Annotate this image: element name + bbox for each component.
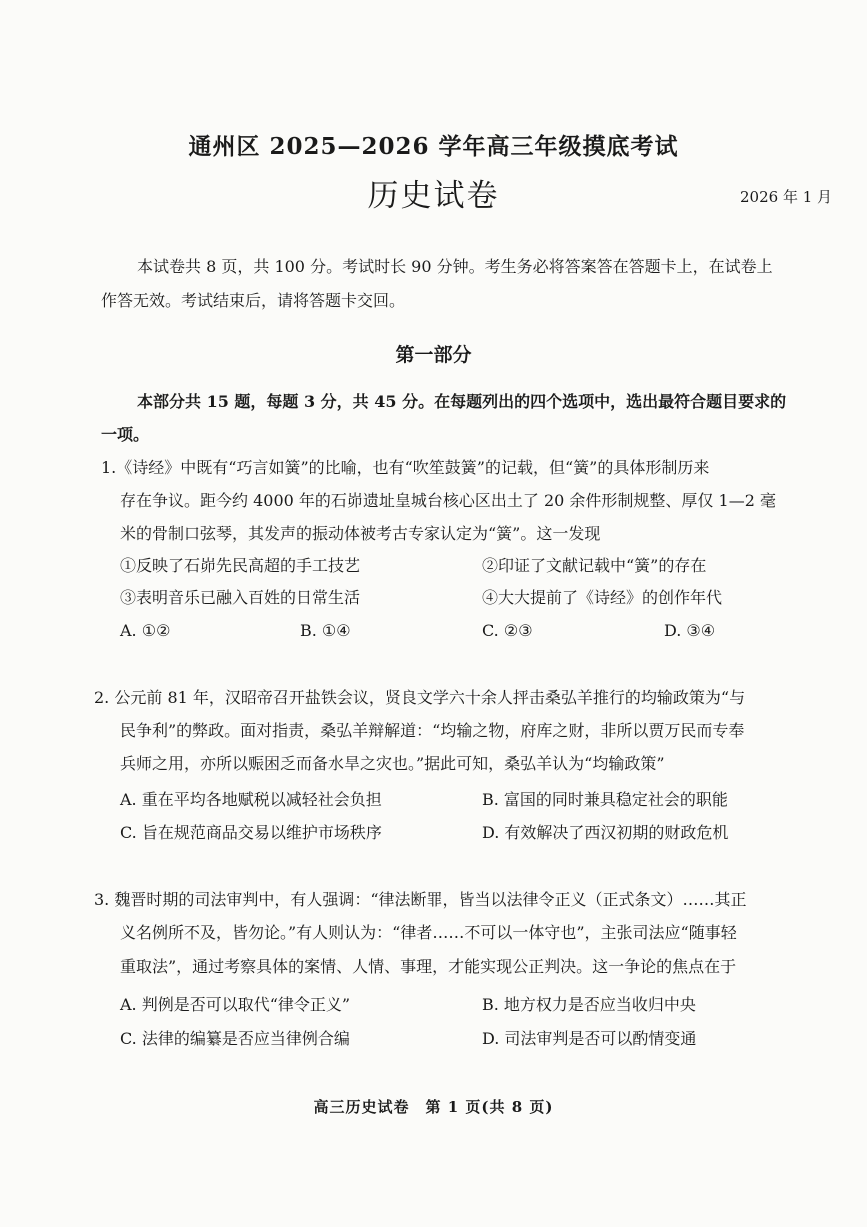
question-1-statement-4: ④大大提前了《诗经》的创作年代 (482, 588, 723, 607)
question-2-option-d[interactable]: D. 有效解决了西汉初期的财政危机 (482, 823, 729, 842)
exam-title: 通州区 2025—2026 学年高三年级摸底考试 (188, 133, 679, 160)
question-2-line-3: 兵师之用，亦所以赈困乏而备水旱之灾也。”据此可知，桑弘羊认为“均输政策” (120, 754, 665, 773)
question-3-line-1: 3. 魏晋时期的司法审判中，有人强调：“律法断罪，皆当以法律令正义（正式条文）……其正 (94, 890, 747, 909)
section-description-line-1: 本部分共 15 题，每题 3 分，共 45 分。在每题列出的四个选项中，选出最符合题目要求的 (137, 392, 787, 411)
question-1-statement-1: ①反映了石峁先民高超的手工技艺 (120, 556, 361, 575)
question-3-line-3: 重取法”，通过考察具体的案情、人情、事理，才能实现公正判决。这一争论的焦点在于 (120, 957, 737, 976)
page-footer: 高三历史试卷 第 1 页(共 8 页) (313, 1098, 554, 1116)
question-2-option-c[interactable]: C. 旨在规范商品交易以维护市场秩序 (120, 823, 382, 842)
question-2-option-a[interactable]: A. 重在平均各地赋税以减轻社会负担 (120, 790, 382, 809)
question-3-option-c[interactable]: C. 法律的编纂是否应当律例合编 (120, 1029, 350, 1048)
question-2-line-1: 2. 公元前 81 年，汉昭帝召开盐铁会议，贤良文学六十余人抨击桑弘羊推行的均输政策为“与 (94, 688, 746, 707)
question-3-line-2: 义名例所不及，皆勿论。”有人则认为：“律者……不可以一体守也”，主张司法应“随事轻 (120, 923, 737, 942)
question-1-option-c[interactable]: C. ②③ (482, 621, 533, 640)
question-1-statement-2: ②印证了文献记载中“簧”的存在 (482, 556, 707, 575)
question-3-option-a[interactable]: A. 判例是否可以取代“律令正义” (120, 995, 351, 1014)
exam-date: 2026 年 1 月 (740, 188, 833, 206)
question-2-option-b[interactable]: B. 富国的同时兼具稳定社会的职能 (482, 790, 728, 809)
question-1-statement-3: ③表明音乐已融入百姓的日常生活 (120, 588, 361, 607)
question-1-option-d[interactable]: D. ③④ (664, 621, 716, 640)
question-1-option-a[interactable]: A. ①② (120, 621, 171, 640)
instructions-line-1: 本试卷共 8 页，共 100 分。考试时长 90 分钟。考生务必将答案答在答题卡上，在试卷上 (137, 257, 773, 276)
question-3-option-d[interactable]: D. 司法审判是否可以酌情变通 (482, 1029, 697, 1048)
question-2-line-2: 民争利”的弊政。面对指责，桑弘羊辩解道：“均输之物，府库之财，非所以贾万民而专奉 (120, 721, 745, 740)
section-description-line-2: 一项。 (101, 425, 150, 444)
question-1-line-2: 存在争议。距今约 4000 年的石峁遗址皇城台核心区出土了 20 余件形制规整、厚仅 1—2 毫 (120, 491, 776, 510)
instructions-line-2: 作答无效。考试结束后，请将答题卡交回。 (101, 291, 406, 310)
question-1-line-3: 米的骨制口弦琴，其发声的振动体被考古专家认定为“簧”。这一发现 (120, 524, 601, 543)
question-1-option-b[interactable]: B. ①④ (300, 621, 351, 640)
exam-subtitle: 历史试卷 (367, 178, 500, 214)
section-title: 第一部分 (395, 344, 472, 366)
question-1-line-1: 1.《诗经》中既有“巧言如簧”的比喻，也有“吹笙鼓簧”的记载，但“簧”的具体形制历来 (101, 458, 710, 477)
question-3-option-b[interactable]: B. 地方权力是否应当收归中央 (482, 995, 696, 1014)
